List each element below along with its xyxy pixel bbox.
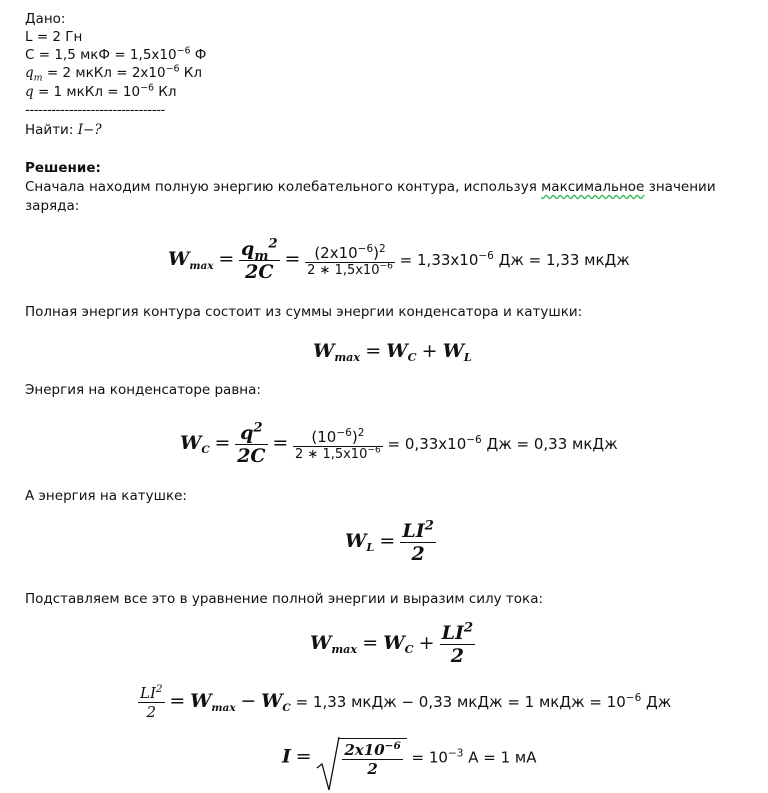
- radical-sign-icon: [316, 736, 340, 792]
- given-capacitance: C = 1,5 мкФ = $1,5x10^{-6}$ Ф: [25, 45, 207, 63]
- paragraph-4: А энергия на катушке:: [25, 488, 187, 504]
- paragraph-1-cont: заряда:: [25, 198, 80, 214]
- paragraph-2: Полная энергия контура состоит из суммы энергии конденсатора и катушки:: [25, 304, 583, 320]
- equation-current: I = $\frac{2x10^{-6}}{2}$ = $10^{-3}$ A = 1 мА: [282, 738, 536, 778]
- equation-inductor-energy: $W_L$ = $\frac{LI^2}{2}$: [345, 518, 434, 565]
- equation-capacitor-energy: $W_C$ = $\frac{q^2}{2C}$ = $\frac{(10^{-6})^2}{2 ∗ 1,5x10^{-6}}$ = $0,33x10^{-6}$ Дж = 0,33 мкДж: [180, 420, 618, 467]
- equation-inductor-energy-value: $\frac{LI^2}{2}$ = $W_{max} - W_C = 1,33$ мкДж − 0,33 мкДж = 1 мкДж = $10^{-6}$ Дж: [140, 683, 672, 721]
- equation-substitution: $W_{max} = W_C$ + $\frac{LI^2}{2}$: [310, 620, 474, 667]
- find-line: Найти: I−?: [25, 122, 102, 138]
- square-root: $\frac{2x10^{-6}}{2}$: [316, 738, 406, 778]
- solution-header: Решение:: [25, 160, 101, 176]
- separator-line: --------------------------------: [25, 102, 165, 118]
- paragraph-1: Сначала находим полную энергию колебательного контура, используя максимальное значении: [25, 179, 716, 195]
- equation-total-energy: $W_{max}$ = $\frac{q_m^2}{2C}$ = $\frac{(2x10^{-6})^2}{2 ∗ 1,5x10^{-6}}$ = $1,33x10^{-6}$ Дж = 1,33 мкДж: [168, 236, 630, 283]
- given-charge: q = 1 мкКл = $10^{-6}$ Кл: [25, 82, 177, 100]
- paragraph-3: Энергия на конденсаторе равна:: [25, 382, 261, 398]
- given-header: Дано:: [25, 11, 66, 27]
- equation-energy-sum: $W_{max} = W_C + W_L$: [313, 340, 472, 365]
- paragraph-5: Подставляем все это в уравнение полной энергии и выразим силу тока:: [25, 591, 544, 607]
- given-max-charge: $q_m = 2$ мкКл = $2x10^{-6}$ Кл: [25, 63, 203, 84]
- given-inductance: L = 2 Гн: [25, 29, 83, 45]
